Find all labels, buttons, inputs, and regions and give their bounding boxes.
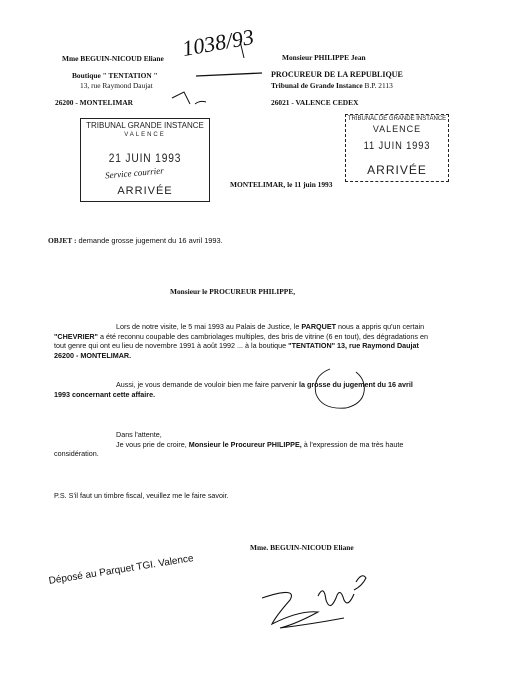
objet-label: OBJET :: [48, 236, 77, 245]
p1-bold-1: PARQUET: [301, 322, 336, 331]
p3-text-3: à l'expression de ma très haute considération.: [54, 439, 404, 459]
signature-name: Mme. BEGUIN-NICOUD Eliane: [250, 543, 354, 552]
sender-city: 26200 - MONTELIMAR: [55, 98, 134, 107]
body-paragraph-3: [54, 430, 430, 459]
p1-text-2: nous a appris qu'un certain: [336, 322, 425, 331]
objet-text: demande grosse jugement du 16 avril 1993.: [78, 236, 223, 245]
p1-text-3: a été reconnu coupable des cambriolages multiples, des bris de vitrine (6 en tout), des dégradations en tout genre qui ont eu lieu de novembre 1991 à août 1992 ... à la boutique: [54, 331, 428, 351]
sender-shop-text: Boutique " TENTATION ": [72, 71, 158, 80]
place-date: MONTELIMAR, le 11 juin 1993: [230, 180, 333, 189]
recipient-court-line: [271, 81, 393, 90]
objet-line: [48, 236, 223, 245]
stamp-left-city: VALENCE: [124, 132, 166, 138]
sender-street: 13, rue Raymond Daujat: [80, 81, 153, 90]
p1-bold-3: "TENTATION" 13, rue Raymond Daujat 26200 - MONTELIMAR.: [54, 341, 419, 360]
stamp-left-handwritten: Service courrier: [104, 165, 165, 181]
recipient-city: 26021 - VALENCE CEDEX: [271, 98, 359, 107]
stamp-right-date: 11 JUIN 1993: [363, 140, 431, 152]
sender-name: Mme BEGUIN-NICOUD Eliane: [62, 54, 164, 63]
p3-text-2: Je vous prie de croire,: [116, 439, 189, 449]
recipient-title: PROCUREUR DE LA REPUBLIQUE: [271, 70, 403, 79]
p3-line-2: [54, 440, 430, 459]
salutation: Monsieur le PROCUREUR PHILIPPE,: [170, 287, 296, 296]
stamp-left-arrival: ARRIVÉE: [117, 185, 173, 197]
p1-text-1: Lors de notre visite, le 5 mai 1993 au Palais de Justice, le: [116, 322, 302, 331]
p3-bold-1: Monsieur le Procureur PHILIPPE,: [188, 439, 302, 449]
stamp-right-city: VALENCE: [372, 124, 422, 134]
stamp-left-court: TRIBUNAL GRANDE INSTANCE: [86, 121, 204, 130]
p2-text-1: Aussi, je vous demande de vouloir bien me faire parvenir: [116, 380, 299, 389]
sender-shop: [72, 71, 158, 80]
postscript: P.S. S'il faut un timbre fiscal, veuillez me le faire savoir.: [54, 491, 229, 500]
deposit-note: Déposé au Parquet TGI. Valence: [48, 553, 195, 587]
stamp-left-date: 21 JUIN 1993: [108, 151, 182, 165]
arrival-stamp-right: [345, 114, 449, 182]
handwritten-reference: 1038/93: [180, 23, 256, 62]
pen-checkmark: [172, 92, 206, 104]
recipient-court: Tribunal de Grande Instance: [271, 81, 363, 90]
body-paragraph-2: [54, 380, 430, 399]
p3-line-1: Dans l'attente,: [116, 430, 162, 439]
body-paragraph-1: [54, 322, 430, 360]
stamp-right-court: TRIBUNAL DE GRANDE INSTANCE: [347, 116, 447, 122]
recipient-bp: B.P. 2113: [364, 81, 393, 90]
stamp-right-arrival: ARRIVÉE: [367, 163, 427, 177]
pen-stroke-underline: [196, 73, 262, 76]
p1-bold-2: "CHEVRIER": [54, 331, 98, 341]
signature: [262, 576, 366, 628]
p2-bold-1: la grosse du jugement du 16 avril 1993 concernant cette affaire.: [54, 380, 413, 399]
arrival-stamp-left: [80, 118, 210, 202]
recipient-name: Monsieur PHILIPPE Jean: [282, 53, 366, 62]
